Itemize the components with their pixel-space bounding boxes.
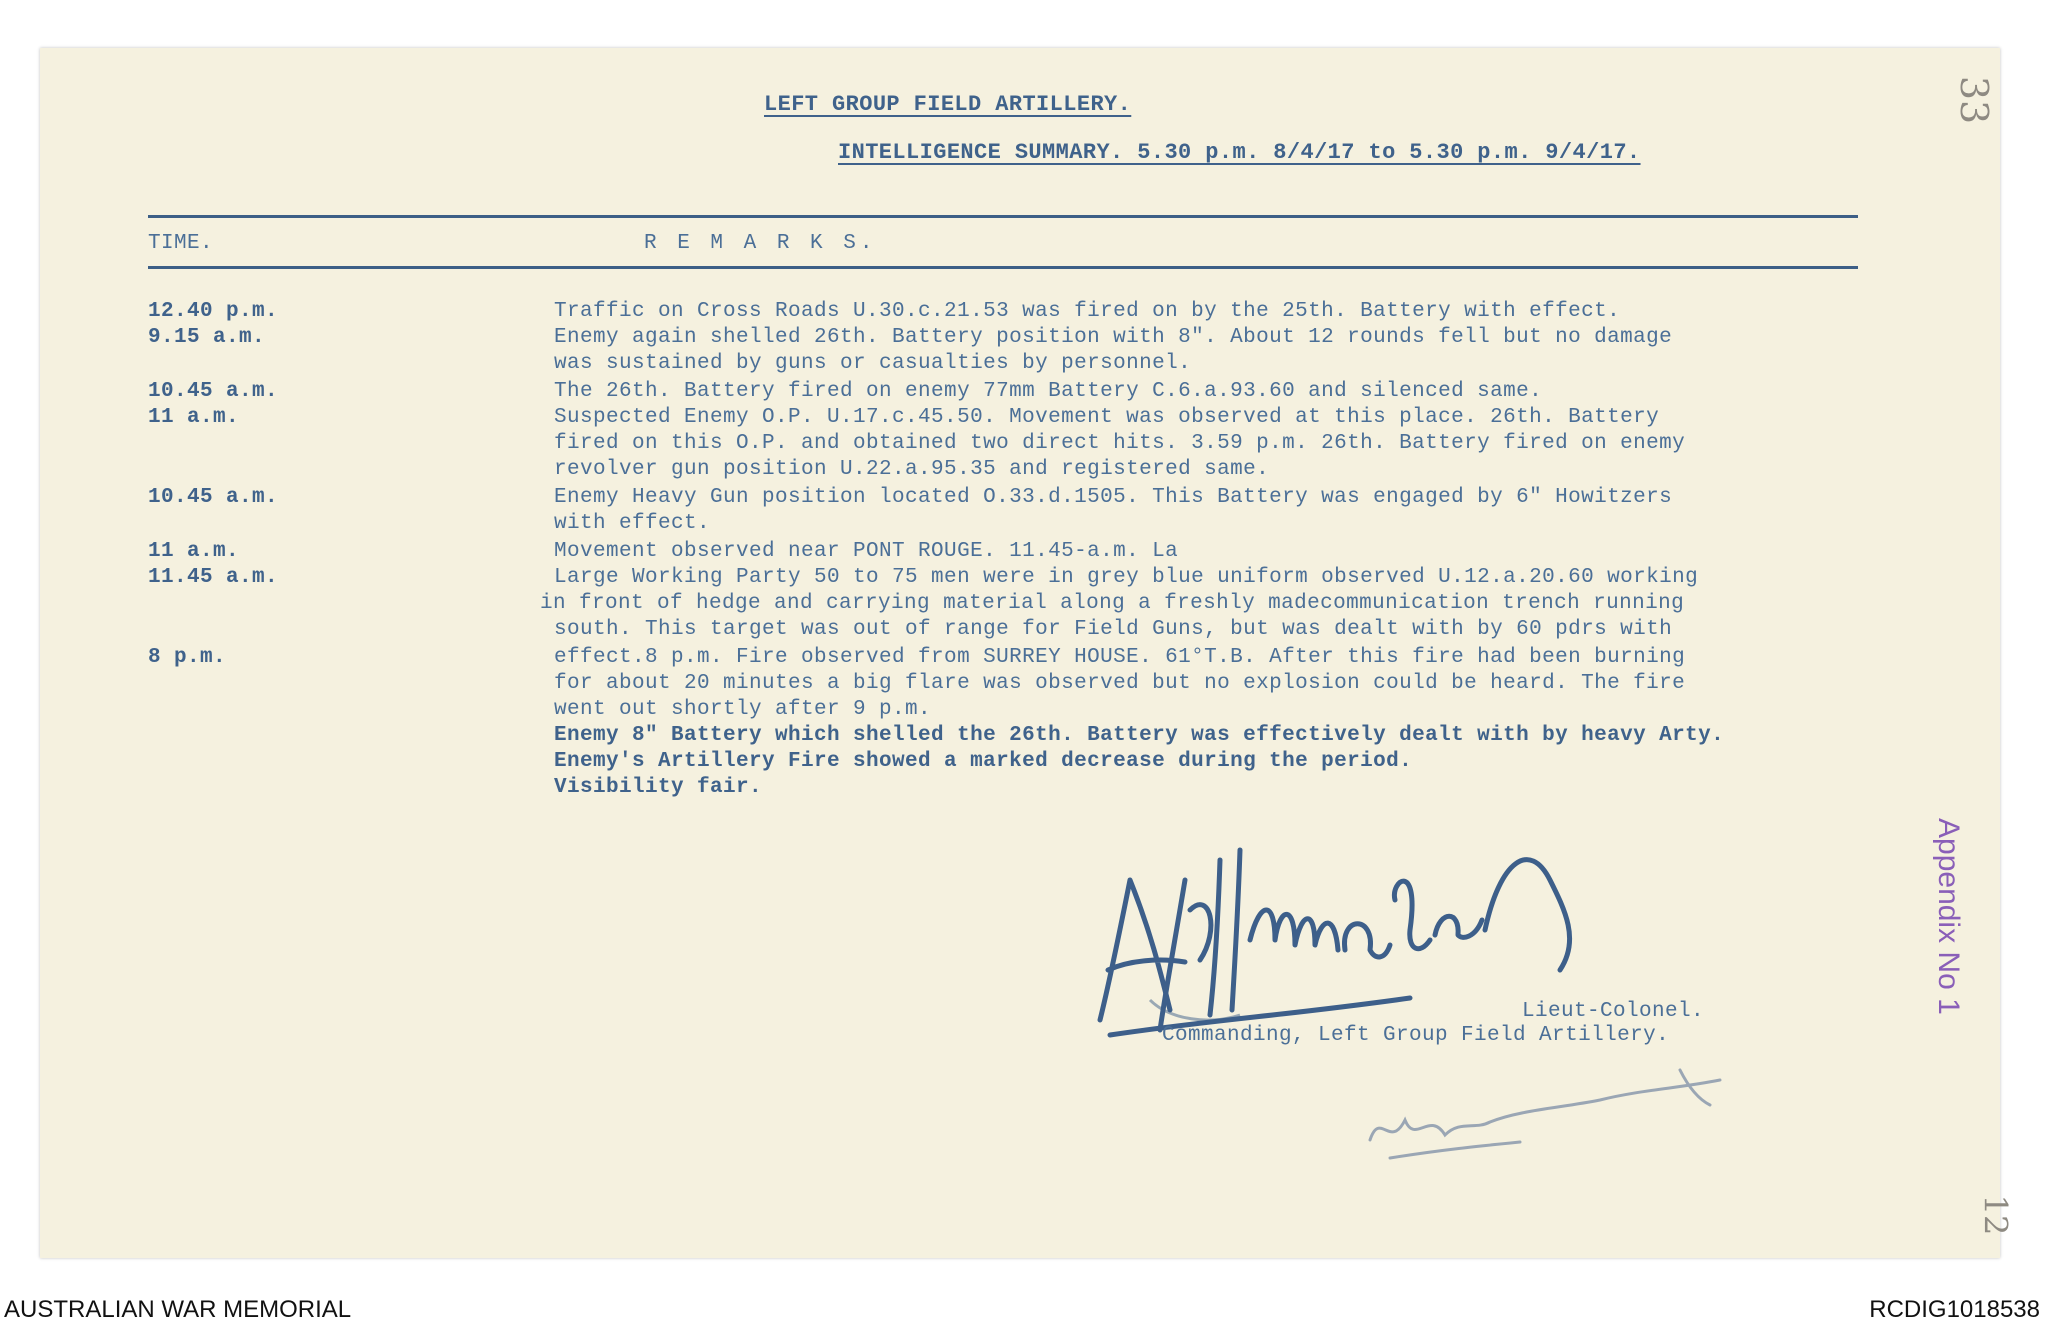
remark-line: Suspected Enemy O.P. U.17.c.45.50. Movement was observed at this place. 26th. Battery (554, 406, 1660, 429)
remark-line: was sustained by guns or casualties by personnel. (554, 352, 1192, 375)
entry-time: 11 a.m. (148, 406, 240, 429)
remark-line: for about 20 minutes a big flare was observed but no explosion could be heard. The fire (554, 672, 1686, 695)
signatory-title: Commanding, Left Group Field Artillery. (1162, 1024, 1670, 1047)
remark-line: went out shortly after 9 p.m. (554, 698, 932, 721)
time-column-header: TIME. (148, 232, 214, 255)
appendix-annotation: Appendix No 1 (1932, 818, 1965, 1015)
document-subtitle: INTELLIGENCE SUMMARY. 5.30 p.m. 8/4/17 to 5.30 p.m. 9/4/17. (838, 140, 1641, 165)
remark-line: south. This target was out of range for Field Guns, but was dealt with by 60 pdrs with (554, 618, 1673, 641)
remark-line: Movement observed near PONT ROUGE. 11.45-a.m. La (554, 540, 1179, 563)
remark-line: Enemy's Artillery Fire showed a marked decrease during the period. (554, 750, 1413, 773)
document-title: LEFT GROUP FIELD ARTILLERY. (764, 92, 1132, 117)
remark-line: effect.8 p.m. Fire observed from SURREY HOUSE. 61°T.B. After this fire had been burning (554, 646, 1686, 669)
remark-line: Enemy again shelled 26th. Battery position with 8". About 12 rounds fell but no damage (554, 326, 1673, 349)
footer-institution: AUSTRALIAN WAR MEMORIAL (4, 1296, 352, 1323)
entry-time: 10.45 a.m. (148, 486, 279, 509)
remark-line: Enemy 8" Battery which shelled the 26th. Battery was effectively dealt with by heavy Arty. (554, 724, 1725, 747)
remark-line: Visibility fair. (554, 776, 763, 799)
remark-line: revolver gun position U.22.a.95.35 and registered same. (554, 458, 1270, 481)
entry-time: 12.40 p.m. (148, 300, 279, 323)
folio-number-top: 33 (1952, 75, 1997, 125)
remark-line: fired on this O.P. and obtained two direct hits. 3.59 p.m. 26th. Battery fired on enemy (554, 432, 1686, 455)
remark-line: Large Working Party 50 to 75 men were in grey blue uniform observed U.12.a.20.60 working (554, 566, 1699, 589)
entry-time: 10.45 a.m. (148, 380, 279, 403)
entry-time: 8 p.m. (148, 646, 227, 669)
entry-time: 9.15 a.m. (148, 326, 266, 349)
signatory-rank: Lieut-Colonel. (1522, 1000, 1705, 1023)
entry-time: 11.45 a.m. (148, 566, 279, 589)
remark-line: Enemy Heavy Gun position located O.33.d.1505. This Battery was engaged by 6" Howitzers (554, 486, 1673, 509)
remark-line: The 26th. Battery fired on enemy 77mm Battery C.6.a.93.60 and silenced same. (554, 380, 1543, 403)
header-rule (148, 266, 1858, 269)
footer-record-id: RCDIG1018538 (1869, 1296, 2040, 1323)
remark-line: in front of hedge and carrying material along a freshly madecommunication trench running (540, 592, 1685, 615)
remark-line: Traffic on Cross Roads U.30.c.21.53 was fired on by the 25th. Battery with effect. (554, 300, 1621, 323)
folio-number-bottom: 12 (1976, 1194, 2015, 1236)
entry-time: 11 a.m. (148, 540, 240, 563)
pencil-scribble (1360, 1050, 1740, 1170)
top-rule (148, 215, 1858, 218)
remarks-column-header: R E M A R K S. (644, 232, 877, 255)
remark-line: with effect. (554, 512, 711, 535)
